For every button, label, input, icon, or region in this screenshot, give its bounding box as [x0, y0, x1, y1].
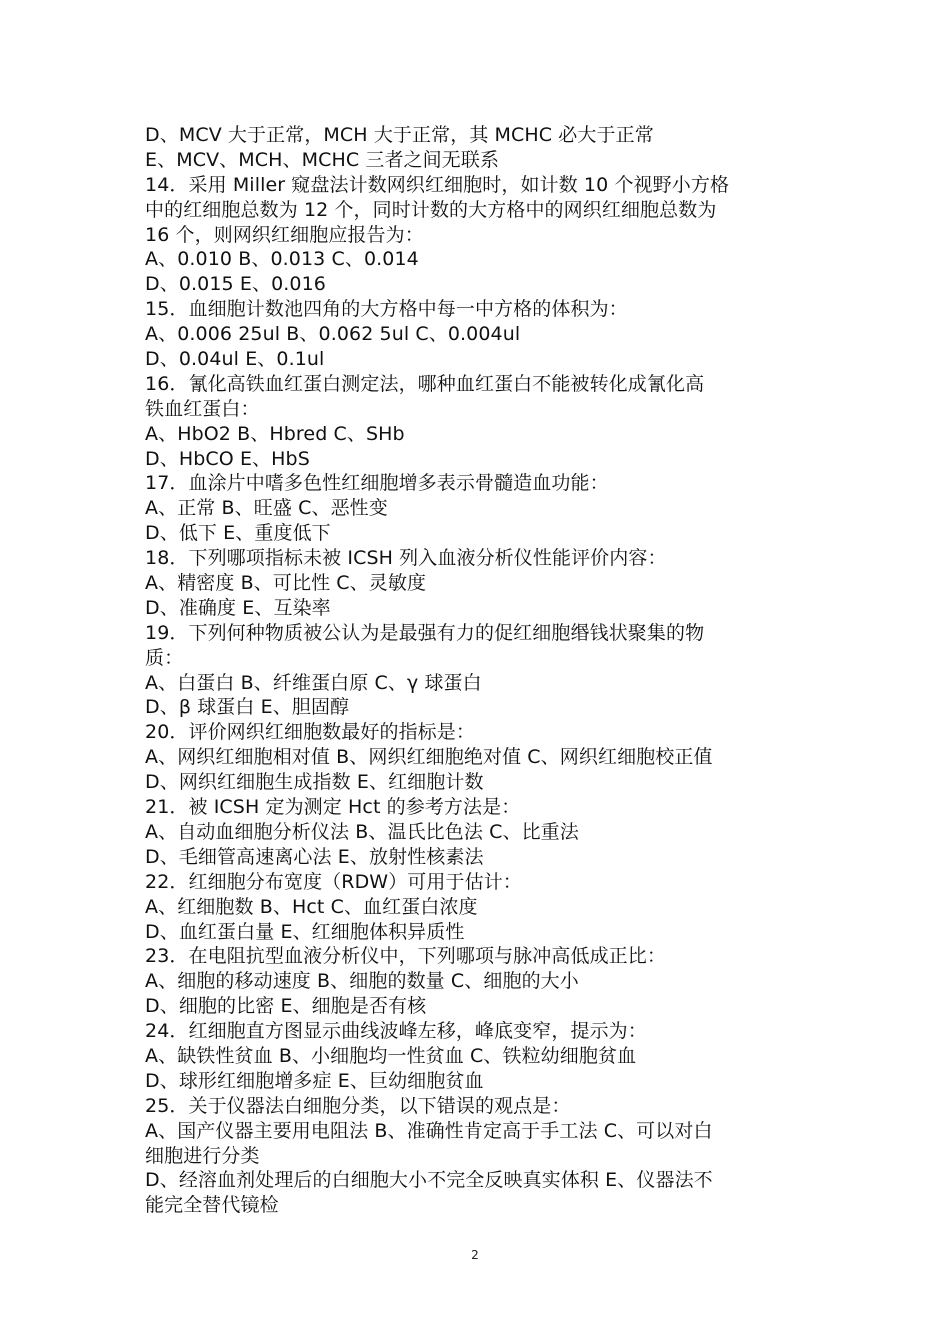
question-25: 25．关于仪器法白细胞分类，以下错误的观点是： — [145, 1094, 571, 1117]
question-23: 23．在电阻抗型血液分析仪中，下列哪项与脉冲高低成正比： — [145, 945, 666, 968]
question-20: 20．评价网织红细胞数最好的指标是： — [145, 721, 475, 744]
answer-options: D、球形红细胞增多症 E、巨幼细胞贫血 — [145, 1069, 484, 1092]
answer-options: D、细胞的比密 E、细胞是否有核 — [145, 995, 427, 1018]
question-21: 21．被 ICSH 定为测定 Hct 的参考方法是： — [145, 796, 521, 819]
answer-options: A、HbO2 B、Hbred C、SHb — [145, 422, 405, 445]
answer-options: D、经溶血剂处理后的白细胞大小不完全反映真实体积 E、仪器法不 — [145, 1169, 713, 1192]
text-line: 铁血红蛋白： — [145, 397, 260, 420]
answer-options: D、血红蛋白量 E、红细胞体积异质性 — [145, 920, 465, 943]
question-24: 24．红细胞直方图显示曲线波峰左移，峰底变窄，提示为： — [145, 1020, 647, 1043]
answer-options: A、网织红细胞相对值 B、网织红细胞绝对值 C、网织红细胞校正值 — [145, 746, 713, 769]
answer-options: A、0.010 B、0.013 C、0.014 — [145, 248, 419, 271]
answer-options: A、白蛋白 B、纤维蛋白原 C、γ 球蛋白 — [145, 671, 482, 694]
answer-options: D、HbCO E、HbS — [145, 447, 310, 470]
answer-options: A、缺铁性贫血 B、小细胞均一性贫血 C、铁粒幼细胞贫血 — [145, 1044, 637, 1067]
text-line: 质： — [145, 646, 184, 669]
question-22: 22．红细胞分布宽度（RDW）可用于估计： — [145, 870, 522, 893]
document-body — [145, 123, 813, 1218]
question-15: 15．血细胞计数池四角的大方格中每一中方格的体积为： — [145, 298, 628, 321]
question-19: 19．下列何种物质被公认为是最强有力的促红细胞缗钱状聚集的物 — [145, 621, 705, 644]
answer-options: A、红细胞数 B、Hct C、血红蛋白浓度 — [145, 895, 478, 918]
text-line: 中的红细胞总数为 12 个，同时计数的大方格中的网织红细胞总数为 — [145, 198, 717, 221]
answer-options: D、毛细管高速离心法 E、放射性核素法 — [145, 845, 484, 868]
answer-options: D、网织红细胞生成指数 E、红细胞计数 — [145, 771, 484, 794]
text-line: E、MCV、MCH、MCHC 三者之间无联系 — [145, 148, 500, 171]
text-line: D、MCV 大于正常，MCH 大于正常，其 MCHC 必大于正常 — [145, 124, 654, 146]
question-16: 16．氰化高铁血红蛋白测定法，哪种血红蛋白不能被转化成氰化高 — [145, 372, 705, 395]
answer-options: A、正常 B、旺盛 C、恶性变 — [145, 497, 388, 520]
question-14: 14．采用 Miller 窥盘法计数网织红细胞时，如计数 10 个视野小方格 — [145, 173, 730, 196]
answer-options: A、细胞的移动速度 B、细胞的数量 C、细胞的大小 — [145, 970, 579, 993]
answer-options: D、β 球蛋白 E、胆固醇 — [145, 696, 350, 719]
answer-options: D、0.04ul E、0.1ul — [145, 348, 325, 371]
question-18: 18．下列哪项指标未被 ICSH 列入血液分析仪性能评价内容： — [145, 547, 667, 570]
page-number: 2 — [471, 1248, 479, 1262]
answer-options: A、精密度 B、可比性 C、灵敏度 — [145, 572, 427, 595]
answer-options: A、国产仪器主要用电阻法 B、准确性肯定高于手工法 C、可以对白 — [145, 1119, 713, 1142]
text-line: 细胞进行分类 — [145, 1144, 260, 1167]
question-17: 17．血涂片中嗜多色性红细胞增多表示骨髓造血功能： — [145, 472, 609, 495]
answer-options: D、准确度 E、互染率 — [145, 596, 331, 619]
answer-options: D、0.015 E、0.016 — [145, 273, 326, 296]
answer-options: D、低下 E、重度低下 — [145, 522, 331, 545]
text-line: 能完全替代镜检 — [145, 1194, 279, 1217]
text-line: 16 个，则网织红细胞应报告为： — [145, 223, 424, 246]
answer-options: A、0.006 25ul B、0.062 5ul C、0.004ul — [145, 323, 521, 346]
answer-options: A、自动血细胞分析仪法 B、温氏比色法 C、比重法 — [145, 820, 579, 843]
